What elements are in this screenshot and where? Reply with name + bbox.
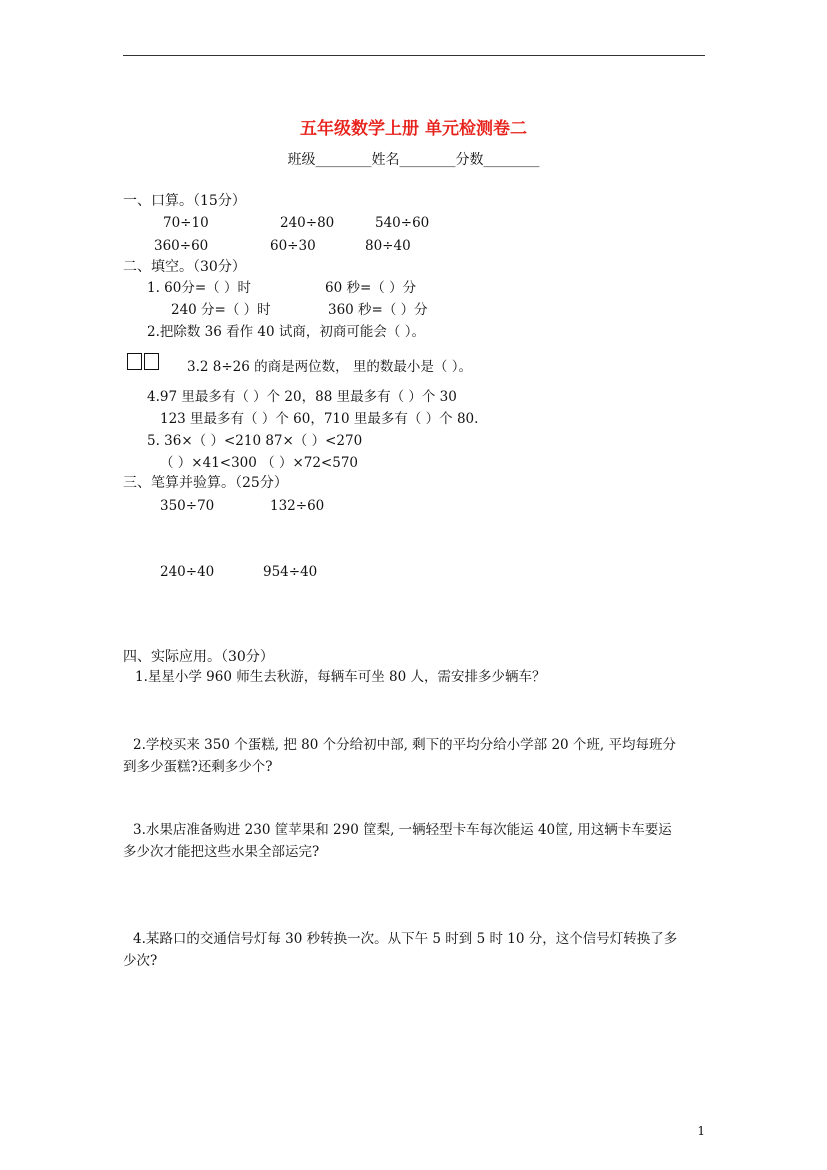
- word-problem: 4.某路口的交通信号灯每 30 秒转换一次。从下午 5 时到 5 时 10 分，这个信号灯转换了多: [133, 931, 678, 947]
- fill-blank-item: 4.97 里最多有（ ）个 20，88 里最多有（ ）个 30: [147, 389, 457, 405]
- written-calc-item: 240÷40: [160, 564, 215, 580]
- fill-blank-item: 360 秒=（ ）分: [328, 302, 428, 318]
- header-rule: [123, 55, 705, 56]
- fill-blank-item: 3.2 8÷26 的商是两位数， 里的数最小是（ ）。: [187, 359, 472, 375]
- fill-blank-item: 2.把除数 36 看作 40 试商，初商可能会（ ）。: [147, 324, 425, 340]
- page-title: 五年级数学上册 单元检测卷二: [300, 119, 527, 139]
- oral-calc-item: 360÷60: [154, 238, 209, 254]
- section1-heading: 一、口算。（15分）: [123, 193, 246, 209]
- written-calc-item: 954÷40: [263, 564, 318, 580]
- fill-blank-item: 5. 36×（ ）<210 87×（ ）<270: [147, 433, 363, 449]
- written-calc-item: 350÷70: [160, 498, 215, 514]
- oral-calc-item: 70÷10: [163, 215, 209, 231]
- fill-blank-item: 240 分=（ ）时: [171, 302, 271, 318]
- word-problem: 3.水果店准备购进 230 筐苹果和 290 筐梨, 一辆轻型卡车每次能运 40筐, 用这辆卡车要运: [133, 822, 672, 838]
- oral-calc-item: 60÷30: [270, 238, 316, 254]
- word-problem-continued: 到多少蛋糕?还剩多少个?: [123, 759, 273, 775]
- student-info-fields: 班级________姓名________分数________: [287, 152, 540, 168]
- written-calc-item: 132÷60: [270, 498, 325, 514]
- oral-calc-item: 540÷60: [375, 215, 430, 231]
- word-problem-continued: 少次?: [123, 953, 158, 969]
- fill-blank-item: 1. 60分=（ ）时: [147, 280, 251, 296]
- page-number: 1: [697, 1124, 705, 1138]
- word-problem: 1.星星小学 960 师生去秋游，每辆车可坐 80 人，需安排多少辆车？: [135, 669, 546, 685]
- word-problem-continued: 多少次才能把这些水果全部运完?: [123, 844, 320, 860]
- section3-heading: 三、笔算并验算。（25分）: [123, 475, 288, 491]
- section2-heading: 二、填空。（30分）: [123, 259, 246, 275]
- section4-heading: 四、实际应用。（30分）: [123, 649, 274, 665]
- digit-box-pair: [127, 353, 161, 372]
- digit-box: [127, 353, 142, 370]
- word-problem: 2.学校买来 350 个蛋糕, 把 80 个分给初中部, 剩下的平均分给小学部 20 个班, 平均每班分: [133, 737, 676, 753]
- fill-blank-item: （ ）×41<300 （ ）×72<570: [160, 455, 359, 471]
- fill-blank-item: 123 里最多有（ ）个 60，710 里最多有（ ）个 80.: [160, 411, 479, 427]
- fill-blank-item: 60 秒=（ ）分: [325, 280, 417, 296]
- digit-box: [144, 353, 159, 370]
- oral-calc-item: 240÷80: [280, 215, 335, 231]
- oral-calc-item: 80÷40: [365, 238, 411, 254]
